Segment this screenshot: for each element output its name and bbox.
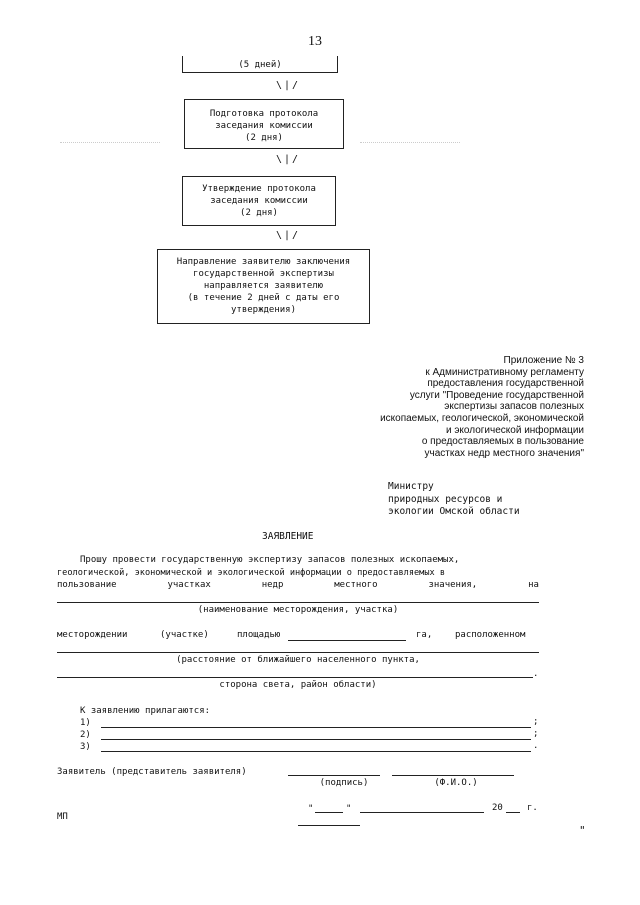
- attachment-field-3[interactable]: [101, 751, 531, 752]
- signature-underline: [298, 825, 360, 826]
- attachment-number: 2): [80, 730, 91, 740]
- attachment-end: ;: [533, 717, 539, 727]
- form-paragraph-line-1: Прошу провести государственную экспертизу запасов полезных ископаемых,: [80, 555, 460, 565]
- word: на: [528, 580, 539, 590]
- addressee-line: экологии Омской области: [388, 506, 520, 517]
- located-label: расположенном: [455, 630, 526, 640]
- fio-caption: (Ф.И.О.): [434, 778, 478, 788]
- flow-box-conclusion: Направление заявителю заключения государственной экспертизы направляется заявителю (в течение 2 дней с даты его утверждения): [157, 249, 370, 324]
- signature-field[interactable]: [288, 775, 380, 776]
- flow-arrow-1: \|/: [276, 80, 301, 91]
- area-label: площадью: [237, 630, 281, 640]
- area-field[interactable]: [288, 640, 406, 641]
- date-day-field[interactable]: [315, 812, 343, 813]
- appendix-line: о предоставляемых в пользование: [421, 436, 584, 448]
- year-suffix: г.: [527, 803, 538, 813]
- year-prefix: 20: [492, 803, 503, 813]
- deposit-label: месторождении: [57, 630, 128, 640]
- hectare-label: га,: [416, 630, 433, 640]
- date-month-field[interactable]: [360, 812, 484, 813]
- direction-field[interactable]: [57, 677, 533, 678]
- flow-box-protocol-approval: Утверждение протокола заседания комиссии (2 дня): [182, 176, 336, 226]
- word: значения,: [428, 580, 478, 590]
- date-quote-open: ": [308, 804, 314, 814]
- appendix-line: услуги "Проведение государственной: [409, 389, 584, 401]
- form-paragraph-line-2: геологической, экономической и экологической информации о предоставляемых в: [57, 568, 446, 578]
- distance-field[interactable]: [57, 652, 539, 653]
- word: местного: [334, 580, 378, 590]
- addressee-line: природных ресурсов и: [388, 493, 503, 505]
- appendix-line: Приложение № 3: [503, 355, 584, 366]
- flow-arrow-3: \|/: [276, 230, 301, 241]
- appendix-line: ископаемых, геологической, экономической: [380, 412, 584, 424]
- deposit-name-caption: (наименование месторождения, участка): [197, 605, 399, 615]
- appendix-line: предоставления государственной: [427, 378, 584, 390]
- addressee-line: Министру: [388, 481, 434, 492]
- form-title: ЗАЯВЛЕНИЕ: [262, 531, 314, 542]
- word: пользование: [57, 580, 117, 590]
- attachment-field-1[interactable]: [101, 727, 531, 728]
- appendix-line: участках недр местного значения": [424, 447, 584, 459]
- form-paragraph-line-3: [57, 579, 539, 591]
- attachments-title: К заявлению прилагаются:: [80, 706, 211, 716]
- attachment-end: .: [533, 741, 539, 751]
- scan-artifact-right: [360, 142, 460, 143]
- word: недр: [261, 580, 284, 590]
- appendix-block: [324, 355, 584, 459]
- direction-field-end: .: [533, 669, 539, 679]
- attachment-field-2[interactable]: [101, 739, 531, 740]
- scan-artifact-left: [60, 142, 160, 143]
- appendix-line: и экологической информации: [445, 424, 584, 436]
- attachment-end: ;: [533, 729, 539, 739]
- date-year-field[interactable]: [506, 812, 520, 813]
- appendix-line: к Административному регламенту: [425, 366, 584, 378]
- distance-caption: (расстояние от ближайшего населенного пункта,: [176, 655, 420, 665]
- flow-arrow-2: \|/: [276, 154, 301, 165]
- deposit-name-field[interactable]: [57, 602, 539, 603]
- corner-mark: ": [579, 824, 586, 837]
- applicant-label: Заявитель (представитель заявителя): [57, 767, 247, 777]
- attachment-number: 1): [80, 718, 91, 728]
- stamp-place-label: МП: [57, 812, 68, 822]
- date-quote-close: ": [346, 804, 352, 814]
- direction-caption: сторона света, район области): [219, 680, 377, 690]
- flow-box-partial-text: (5 дней): [238, 60, 282, 70]
- flow-box-protocol-prep: Подготовка протокола заседания комиссии (2 дня): [184, 99, 344, 149]
- word: участках: [167, 580, 211, 590]
- addressee-block: [388, 481, 520, 519]
- fio-field[interactable]: [392, 775, 514, 776]
- appendix-line: экспертизы запасов полезных: [444, 401, 584, 413]
- signature-caption: (подпись): [319, 778, 369, 788]
- plot-label: (участке): [160, 630, 209, 640]
- attachment-number: 3): [80, 742, 91, 752]
- page-number: 13: [308, 34, 322, 49]
